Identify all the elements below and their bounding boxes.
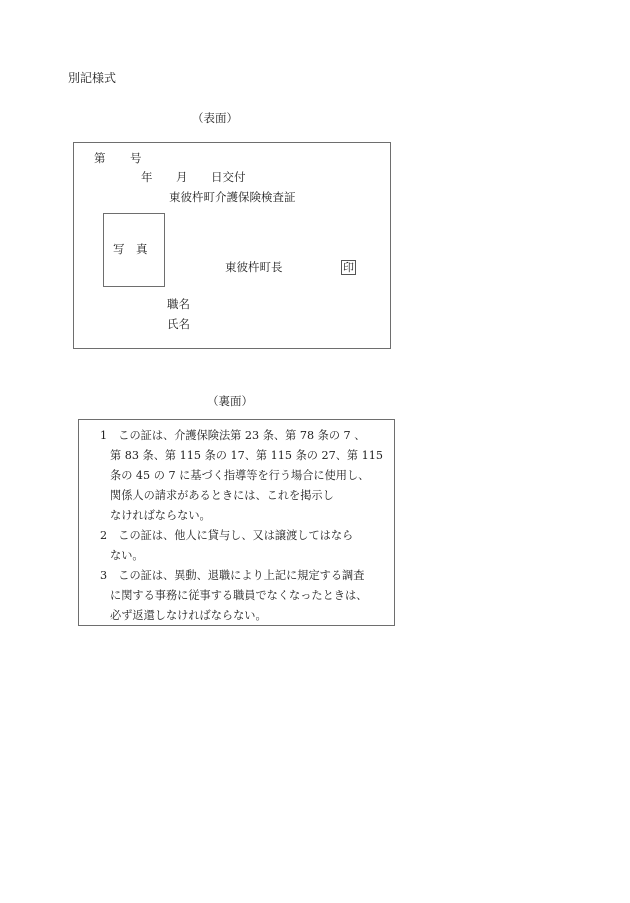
number-suffix: 号 (130, 151, 142, 165)
date-day-issued: 日交付 (211, 170, 246, 184)
note-line: 1 この証は、介護保険法第 23 条、第 78 条の 7 、 (100, 429, 366, 442)
note-line: 条の 45 の 7 に基づく指導等を行う場合に使用し、 (110, 469, 370, 482)
note-line: 必ず返還しなければならない。 (110, 609, 267, 622)
back-notes-box (78, 419, 395, 626)
form-heading: 別記様式 (68, 71, 117, 85)
photo-label-2: 真 (136, 242, 148, 256)
note-line: に関する事務に従事する職員でなくなったときは、 (110, 589, 368, 602)
photo-label-1: 写 (113, 242, 125, 256)
note-line: 第 83 条、第 115 条の 17、第 115 条の 27、第 115 (110, 449, 384, 462)
date-year: 年 (141, 170, 153, 184)
note-line: 2 この証は、他人に貸与し、又は譲渡してはなら (100, 529, 354, 542)
certificate-title: 東彼杵町介護保険検査証 (169, 190, 296, 204)
note-line: 3 この証は、異動、退職により上記に規定する調査 (100, 569, 365, 582)
note-line: 関係人の請求があるときには、これを掲示し (110, 489, 334, 502)
front-side-label: （表面） (192, 111, 238, 125)
name-label: 氏名 (167, 317, 190, 331)
date-month: 月 (176, 170, 188, 184)
seal-mark: 印 (343, 261, 354, 274)
issuer-name: 東彼杵町長 (225, 260, 283, 274)
note-line: ない。 (110, 549, 144, 562)
number-prefix: 第 (94, 151, 106, 165)
position-label: 職名 (167, 297, 190, 311)
front-card (73, 142, 391, 349)
note-line: なければならない。 (110, 509, 211, 522)
back-side-label: （裏面） (207, 394, 253, 408)
photo-box (103, 213, 165, 287)
